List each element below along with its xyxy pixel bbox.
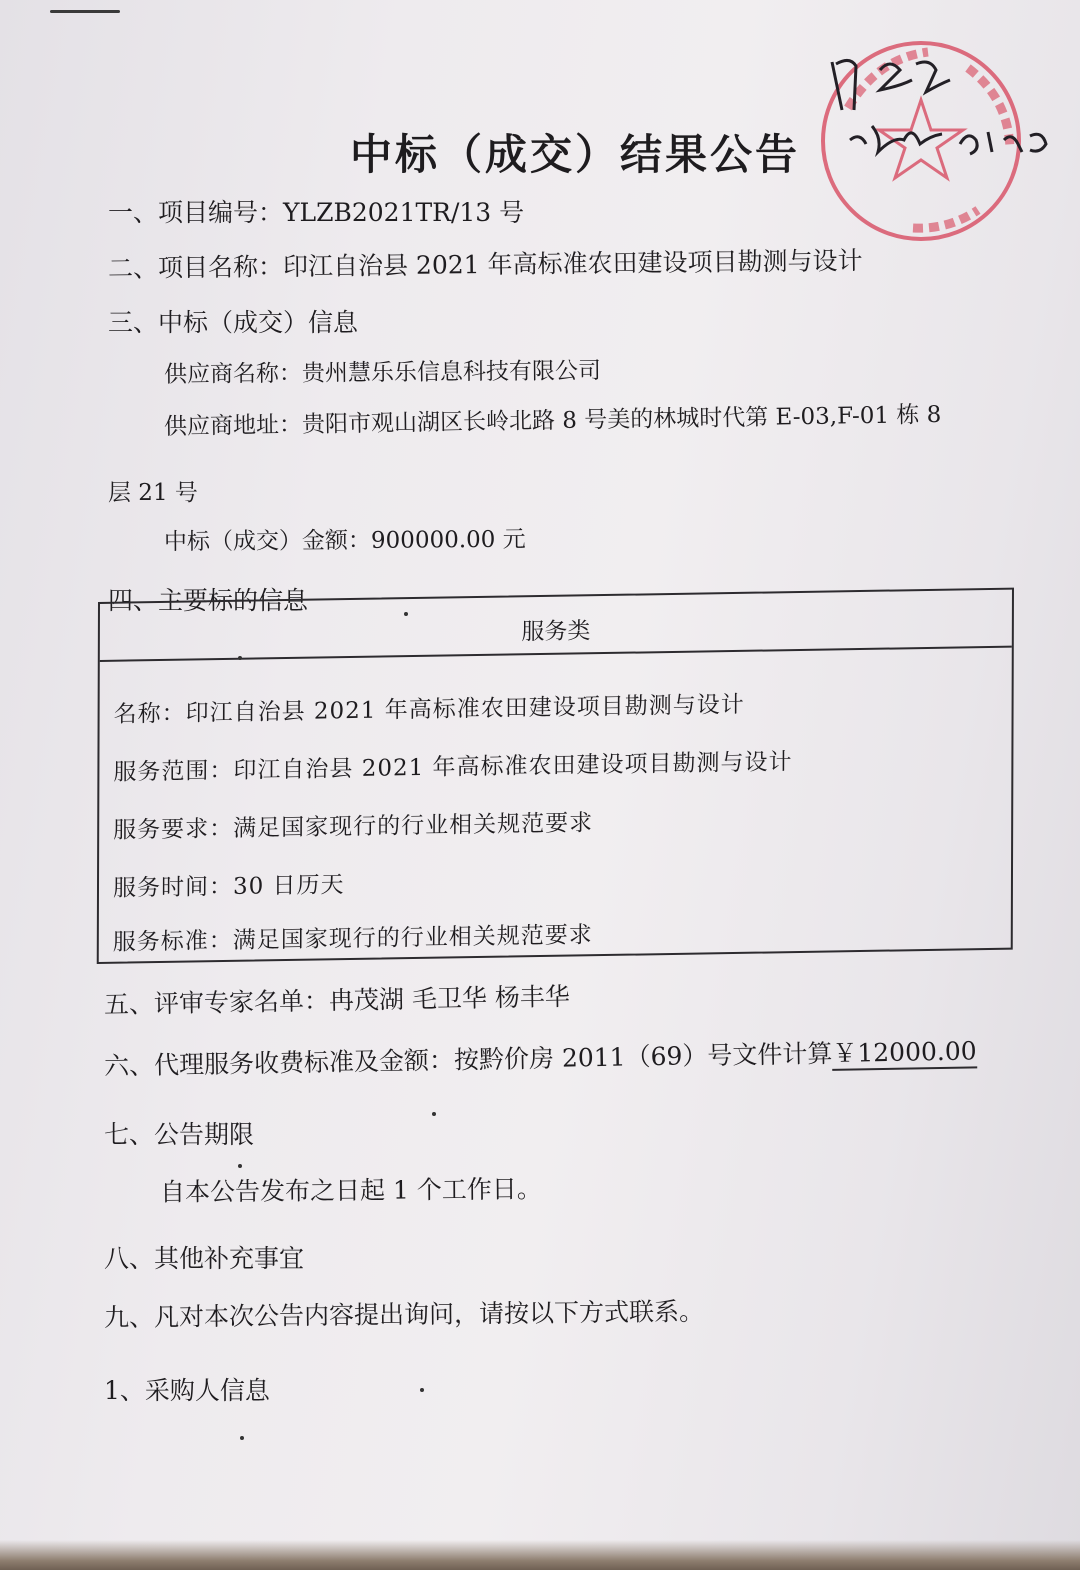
- agency-fee: [103, 1036, 977, 1081]
- subject-info-table: [97, 588, 1014, 964]
- supplier-address-cont: 层 21 号: [108, 480, 198, 506]
- table-row-name: 名称：印江自治县 2021 年高标准农田建设项目勘测与设计: [113, 691, 745, 728]
- agency-fee-amount: ￥12000.00: [832, 1036, 977, 1071]
- supplier-name: 供应商名称：贵州慧乐乐信息科技有限公司: [163, 358, 602, 388]
- expert-list: 五、评审专家名单：冉茂湖 毛卫华 杨丰华: [103, 981, 571, 1020]
- agency-fee-label: 六、代理服务收费标准及金额：按黔价房 2011（69）号文件计算: [103, 1038, 833, 1081]
- ink-speck: [240, 1436, 244, 1440]
- award-amount: 中标（成交）金额：900000.00 元: [163, 526, 526, 556]
- table-row-time: 服务时间：30 日历天: [112, 872, 345, 902]
- section-subject-info: 四、主要标的信息: [108, 586, 309, 615]
- table-row-requirement: 服务要求：满足国家现行的行业相关规范要求: [113, 810, 594, 844]
- scratch-mark: [50, 10, 120, 13]
- section-notice-period: 七、公告期限: [104, 1120, 255, 1149]
- notice-period-text: 自本公告发布之日起 1 个工作日。: [159, 1174, 542, 1207]
- handwritten-signature: [820, 40, 1060, 170]
- table-row-scope: 服务范围：印江自治县 2021 年高标准农田建设项目勘测与设计: [113, 749, 793, 786]
- ink-speck: [432, 1112, 436, 1116]
- page-title: 中标（成交）结果公告: [350, 130, 801, 179]
- section-other-matters: 八、其他补充事宜: [104, 1244, 305, 1273]
- section-award-info: 三、中标（成交）信息: [108, 308, 359, 337]
- supplier-address: 供应商地址：贵阳市观山湖区长岭北路 8 号美的林城时代第 E-03,F-01 栋 8: [163, 401, 942, 441]
- project-number: 一、项目编号：YLZB2021TR/13 号: [108, 198, 525, 227]
- ink-speck: [404, 612, 408, 616]
- table-header-label: 服务类: [521, 618, 591, 646]
- project-name: 二、项目名称：印江自治县 2021 年高标准农田建设项目勘测与设计: [107, 246, 863, 283]
- ink-speck: [420, 1388, 424, 1392]
- section-inquiry: 九、凡对本次公告内容提出询问，请按以下方式联系。: [103, 1296, 705, 1333]
- table-row-standard: 服务标准：满足国家现行的行业相关规范要求: [112, 922, 593, 956]
- table-header: [100, 586, 1012, 662]
- ink-speck: [238, 656, 242, 660]
- ink-speck: [238, 1164, 242, 1168]
- purchaser-info-heading: 1、采购人信息: [104, 1376, 270, 1405]
